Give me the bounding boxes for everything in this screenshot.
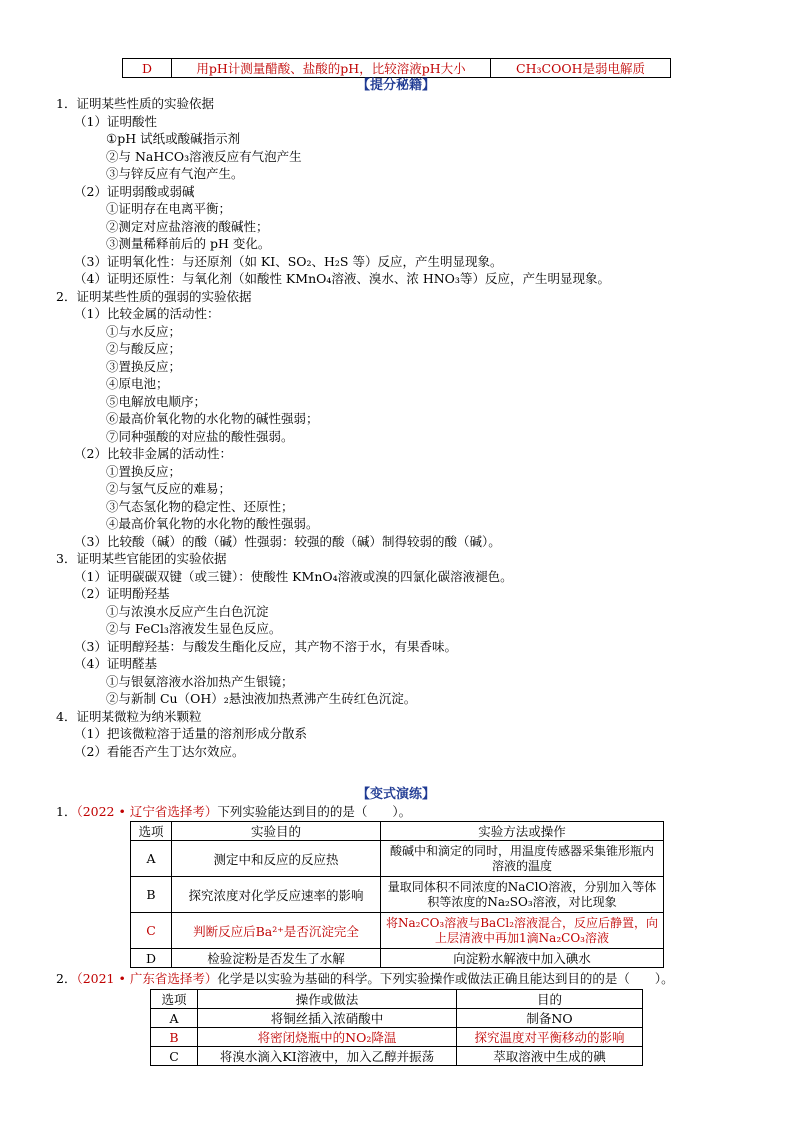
table-row — [151, 1009, 643, 1028]
table-row — [131, 949, 664, 968]
question-2-number: 2． — [56, 971, 77, 986]
q1-header-purpose: 实验目的 — [172, 822, 381, 841]
tips-line: ②与新制 Cu（OH）₂悬浊液加热煮沸产生砖红色沉淀。 — [106, 691, 417, 706]
tips-line: ③气态氢化物的稳定性、还原性； — [106, 498, 294, 514]
tips-line: （2）证明弱酸或弱碱 — [74, 183, 195, 199]
q2-row-c-option: C — [151, 1047, 198, 1066]
tips-line: ⑤电解放电顺序； — [106, 393, 207, 409]
q1-row-a-method: 酸碱中和滴定的同时，用温度传感器采集锥形瓶内溶液的温度 — [381, 841, 664, 877]
question-1-table — [130, 821, 664, 968]
q2-header-operation: 操作或做法 — [198, 990, 457, 1009]
table-row — [151, 1047, 643, 1066]
tips-line: （3）证明醇羟基：与酸发生酯化反应，其产物不溶于水，有果香味。 — [74, 638, 457, 654]
tips-line: ②测定对应盐溶液的酸碱性； — [106, 218, 269, 234]
q2-row-b-operation: 将密闭烧瓶中的NO₂降温 — [198, 1028, 457, 1047]
question-1-text: 下列实验能达到目的的是（ ）。 — [217, 804, 412, 819]
section-title-practice: 【变式演练】 — [357, 787, 436, 802]
tips-line: ②与 NaHCO₃溶液反应有气泡产生 — [106, 148, 302, 164]
q2-row-a-operation: 将铜丝插入浓硝酸中 — [198, 1009, 457, 1028]
tips-line: （1）证明碳碳双键（或三键）：使酸性 KMnO₄溶液或溴的四氯化碳溶液褪色。 — [74, 568, 513, 584]
q2-row-b-purpose: 探究温度对平衡移动的影响 — [457, 1028, 643, 1047]
tips-line: （4）证明还原性：与氧化剂（如酸性 KMnO₄溶液、溴水、浓 HNO₃等）反应，产生明显现象。 — [74, 271, 610, 286]
tips-line: （2）看能否产生丁达尔效应。 — [74, 743, 245, 759]
table-row — [151, 1028, 643, 1047]
q1-row-b-method: 量取同体积不同浓度的NaClO溶液，分别加入等体积等浓度的Na₂SO₃溶液，对比现象 — [381, 877, 664, 913]
q1-row-c-option: C — [131, 913, 172, 949]
tips-line: （2）比较非金属的活动性： — [74, 446, 232, 461]
question-2-table — [150, 989, 643, 1066]
tips-line: ①与浓溴水反应产生白色沉淀 — [106, 603, 269, 619]
tips-line: ③与锌反应有气泡产生。 — [106, 166, 244, 181]
tips-line: 3．证明某些官能团的实验依据 — [56, 551, 227, 566]
q1-header-method: 实验方法或操作 — [381, 822, 664, 841]
q1-row-c-method: 将Na₂CO₃溶液与BaCl₂溶液混合，反应后静置，向上层清液中再加1滴Na₂CO₃溶液 — [381, 913, 664, 949]
tips-line: （1）比较金属的活动性： — [74, 306, 220, 321]
q1-header-option: 选项 — [131, 822, 172, 841]
table-row — [131, 913, 664, 949]
q2-row-a-option: A — [151, 1009, 198, 1028]
q2-row-c-operation: 将溴水滴入KI溶液中，加入乙醇并振荡 — [198, 1047, 457, 1066]
tips-line: 4．证明某微粒为纳米颗粒 — [56, 708, 202, 724]
q1-row-a-option: A — [131, 841, 172, 877]
q2-row-a-purpose: 制备NO — [457, 1009, 643, 1028]
tips-line: （4）证明醛基 — [74, 656, 157, 671]
top-table-method: 用pH计测量醋酸、盐酸的pH，比较溶液pH大小 — [172, 59, 491, 78]
tips-line: （1）证明酸性 — [74, 113, 157, 129]
q1-row-b-option: B — [131, 877, 172, 913]
tips-line: ③置换反应； — [106, 358, 182, 374]
question-2-text: 化学是以实验为基础的科学。下列实验操作或做法正确且能达到目的的是（ ）。 — [217, 971, 674, 986]
tips-line: （2）证明酚羟基 — [74, 586, 170, 601]
q2-header-purpose: 目的 — [457, 990, 643, 1009]
question-1 — [56, 803, 411, 821]
tips-line: ⑦同种强酸的对应盐的酸性强弱。 — [106, 428, 294, 444]
q2-row-b-option: B — [151, 1028, 198, 1047]
tips-line: ②与氢气反应的难易； — [106, 481, 232, 496]
tips-line: 2．证明某些性质的强弱的实验依据 — [56, 288, 252, 304]
q1-row-b-purpose: 探究浓度对化学反应速率的影响 — [172, 877, 381, 913]
q1-row-c-purpose: 判断反应后Ba²⁺是否沉淀完全 — [172, 913, 381, 949]
tips-line: （3）证明氧化性：与还原剂（如 KI、SO₂、H₂S 等）反应，产生明显现象。 — [74, 253, 503, 269]
top-table — [122, 58, 671, 78]
tips-line: ⑥最高价氧化物的水化物的碱性强弱； — [106, 411, 319, 426]
tips-line: ①证明存在电离平衡； — [106, 201, 232, 216]
tips-line: （3）比较酸（碱）的酸（碱）性强弱：较强的酸（碱）制得较弱的酸（碱）。 — [74, 533, 501, 549]
top-table-option: D — [123, 59, 172, 78]
tips-line: （1）把该微粒溶于适量的溶剂形成分散系 — [74, 726, 307, 741]
q2-row-c-purpose: 萃取溶液中生成的碘 — [457, 1047, 643, 1066]
question-2-source: （2021 • 广东省选择考） — [76, 971, 218, 986]
q1-row-a-purpose: 测定中和反应的反应热 — [172, 841, 381, 877]
q1-row-d-method: 向淀粉水解液中加入碘水 — [381, 949, 664, 968]
tips-line: ①置换反应； — [106, 463, 182, 479]
tips-line: 1．证明某些性质的实验依据 — [56, 96, 214, 111]
question-1-number: 1． — [56, 804, 77, 819]
tips-line: ①与银氨溶液水浴加热产生银镜； — [106, 673, 294, 689]
table-row — [131, 841, 664, 877]
tips-line: ④原电池； — [106, 376, 169, 391]
question-1-source: （2022 • 辽宁省选择考） — [76, 804, 218, 819]
q1-row-d-option: D — [131, 949, 172, 968]
tips-line: ②与 FeCl₃溶液发生显色反应。 — [106, 621, 282, 636]
tips-line: ①pH 试纸或酸碱指示剂 — [106, 131, 241, 146]
tips-line: ①与水反应； — [106, 323, 182, 339]
section-title-tips: 【提分秘籍】 — [357, 78, 436, 93]
q2-header-option: 选项 — [151, 990, 198, 1009]
tips-line: ②与酸反应； — [106, 341, 182, 356]
table-row — [131, 877, 664, 913]
top-table-conclusion: CH₃COOH是弱电解质 — [491, 59, 671, 78]
q1-row-d-purpose: 检验淀粉是否发生了水解 — [172, 949, 381, 968]
tips-line: ④最高价氧化物的水化物的酸性强弱。 — [106, 516, 319, 531]
tips-line: ③测量稀释前后的 pH 变化。 — [106, 236, 271, 251]
question-2 — [56, 970, 674, 988]
